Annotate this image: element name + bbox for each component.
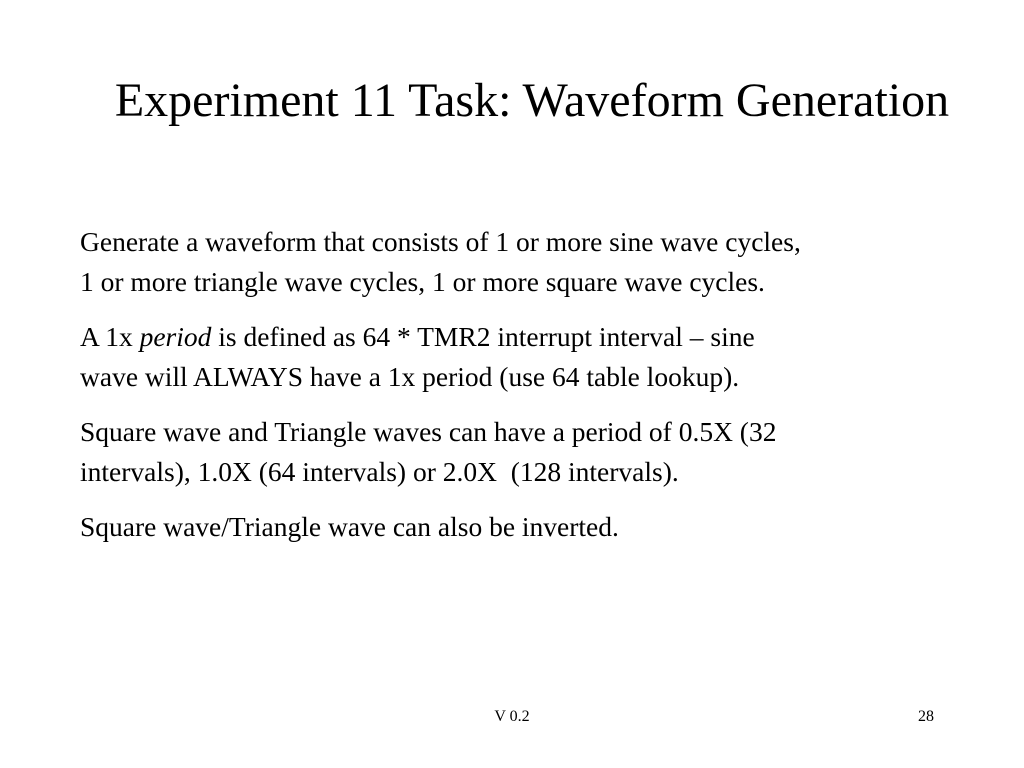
body-line bbox=[80, 317, 980, 357]
body-line: 1 or more triangle wave cycles, 1 or more square wave cycles. bbox=[80, 266, 765, 297]
body-line: wave will ALWAYS have a 1x period (use 64 table lookup). bbox=[80, 361, 740, 392]
paragraph-waveform-composition bbox=[80, 222, 980, 302]
paragraph-inversion bbox=[80, 507, 980, 547]
emphasized-term: period bbox=[139, 321, 212, 352]
body-line: intervals), 1.0X (64 intervals) or 2.0X (128 intervals). bbox=[80, 456, 679, 487]
body-text-fragment: is defined as 64 * TMR2 interrupt interval – sine bbox=[211, 321, 755, 352]
slide-body bbox=[80, 222, 980, 562]
paragraph-period-definition bbox=[80, 317, 980, 397]
body-line: Square wave and Triangle waves can have a period of 0.5X (32 bbox=[80, 416, 777, 447]
paragraph-period-options bbox=[80, 412, 980, 492]
slide-title: Experiment 11 Task: Waveform Generation bbox=[114, 74, 950, 127]
footer-version: V 0.2 bbox=[494, 708, 530, 725]
body-line: Generate a waveform that consists of 1 or more sine wave cycles, bbox=[80, 226, 801, 257]
footer-page-number: 28 bbox=[918, 708, 934, 725]
body-line: Square wave/Triangle wave can also be inverted. bbox=[80, 511, 619, 542]
body-text-fragment: A 1x bbox=[80, 321, 140, 352]
